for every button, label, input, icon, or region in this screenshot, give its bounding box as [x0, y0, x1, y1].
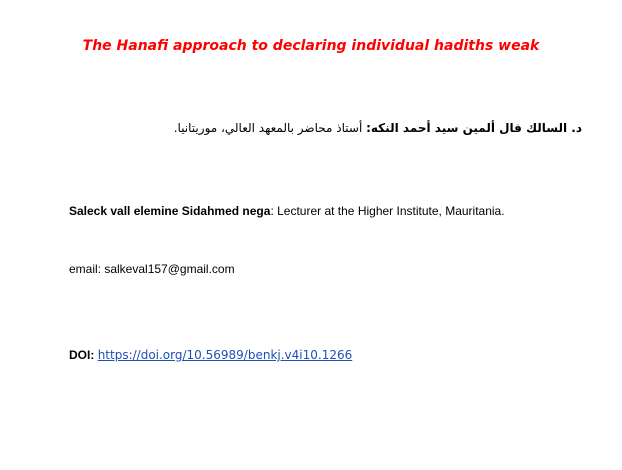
arabic-author-name: د. السالك فال ألمين سيد أحمد النكه: — [366, 121, 582, 135]
author-affiliation: : Lecturer at the Higher Institute, Mauritania. — [270, 204, 505, 218]
email-address: salkeval157@gmail.com — [104, 262, 235, 276]
author-line — [69, 199, 582, 224]
arabic-author-affiliation: أستاذ محاضر بالمعهد العالي، موريتانيا. — [173, 121, 363, 135]
paper-title: The Hanafi approach to declaring individual hadiths weak — [82, 38, 540, 54]
arabic-author-line — [174, 121, 582, 135]
doi-line — [69, 348, 352, 362]
doi-label: DOI: — [69, 348, 95, 362]
email-label: email: — [69, 262, 105, 276]
author-name: Saleck vall elemine Sidahmed nega — [69, 204, 271, 218]
email-line — [69, 262, 235, 276]
doi-link[interactable]: https://doi.org/10.56989/benkj.v4i10.1266 — [97, 348, 353, 362]
